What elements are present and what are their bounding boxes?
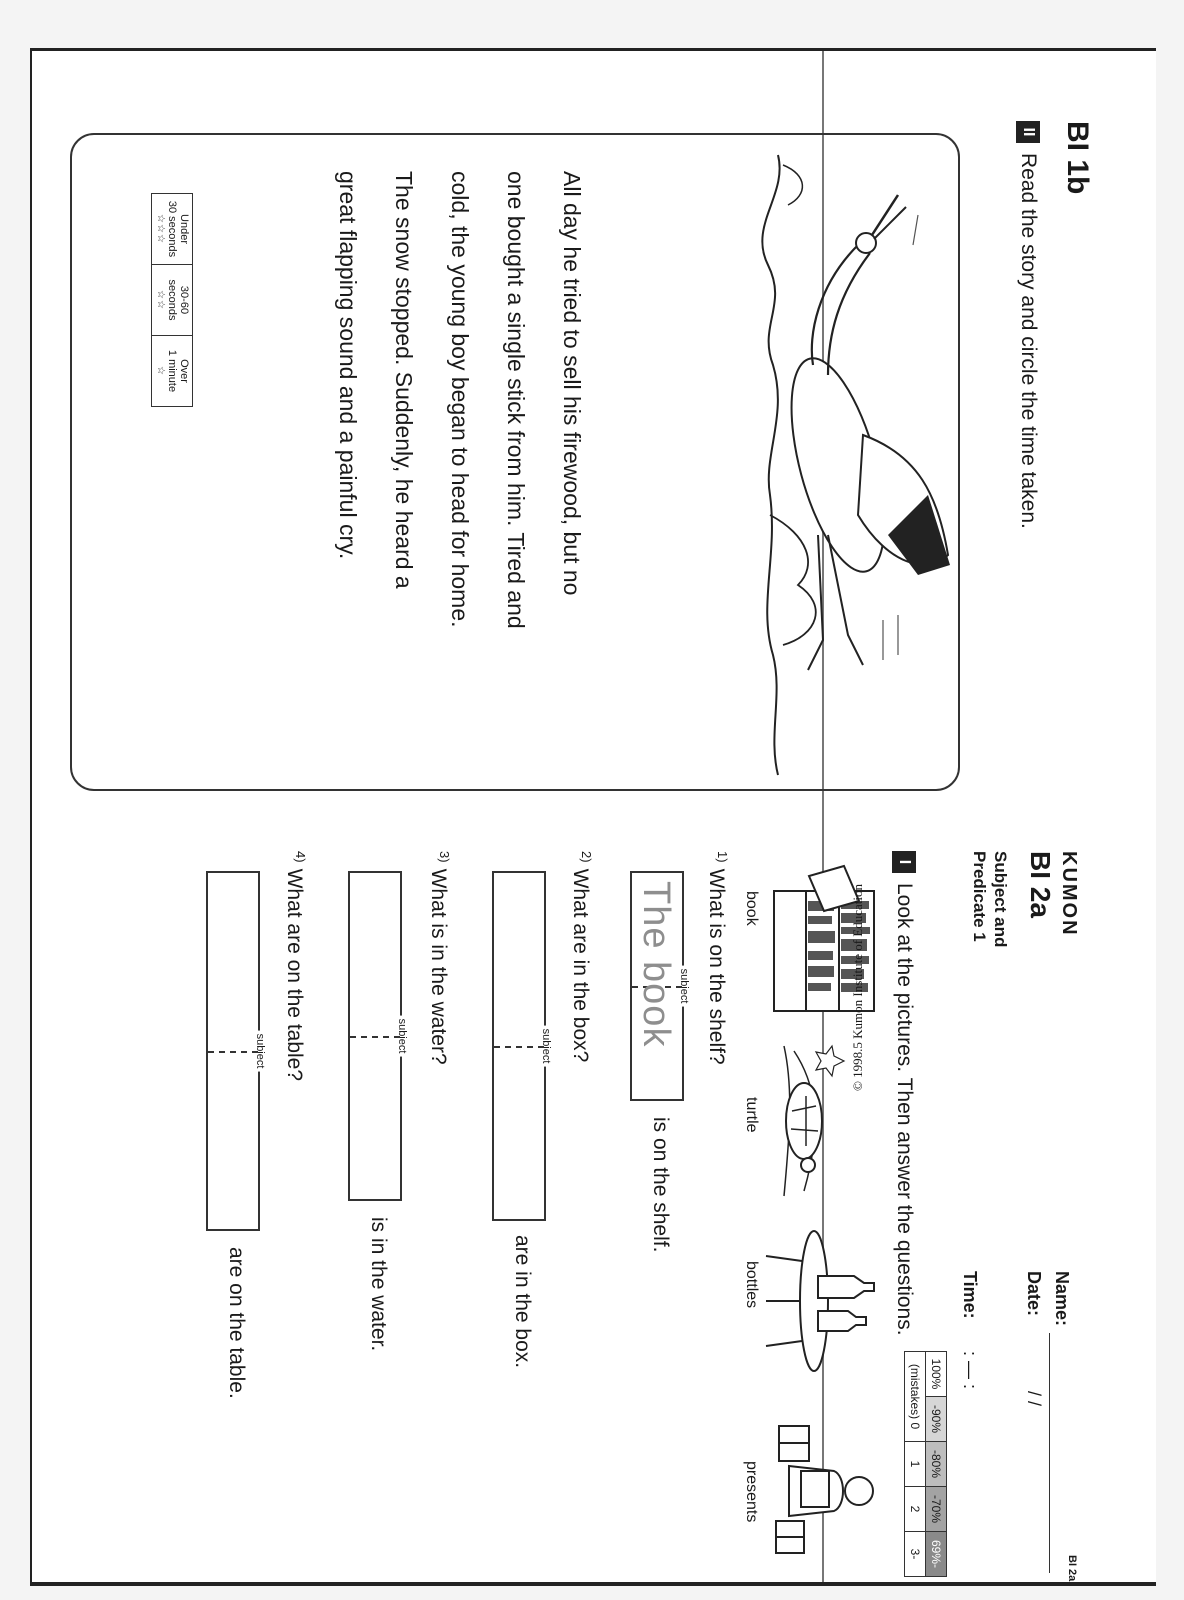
name-field[interactable] — [1049, 1333, 1050, 1573]
right-instruction — [892, 851, 916, 1336]
star-rating: ☆ — [155, 366, 166, 376]
score-mistakes: 2 — [905, 1487, 926, 1532]
time-option-label: 30-60 — [178, 285, 190, 315]
score-mistakes: 1 — [905, 1442, 926, 1487]
picture-label: bottles — [743, 1261, 760, 1309]
time-field[interactable]: : — : — [960, 1351, 980, 1390]
crane-icon — [762, 155, 950, 775]
date-label: Date: — [1024, 1271, 1044, 1317]
time-option-30-60[interactable] — [152, 265, 193, 336]
answer-prefill: The book — [635, 881, 677, 1048]
answer-suffix: are on the table. — [225, 1247, 248, 1399]
time-taken-table — [151, 193, 193, 407]
instruction-number: I — [892, 851, 916, 873]
story-line: All day he tried to sell his firewood, but no — [559, 171, 585, 596]
question-number: 1) — [715, 851, 730, 863]
answer-suffix: is on the shelf. — [649, 1117, 672, 1253]
answer-box-3[interactable] — [348, 871, 408, 1201]
story-line: The snow stopped. Suddenly, he heard a — [391, 171, 417, 589]
time-option-label: 1 minute — [166, 349, 178, 393]
subject-tag: subject — [253, 1031, 267, 1072]
time-option-label: Under — [178, 214, 190, 244]
time-option-over-1-minute[interactable] — [152, 336, 193, 407]
time-option-label: 30 seconds — [166, 200, 178, 258]
answer-divider — [350, 1036, 400, 1038]
copyright: © 1998.5 Kumon Institute of Education — [850, 883, 865, 1091]
story-line: one bought a single stick from him. Tired and — [503, 171, 529, 629]
left-page — [62, 71, 1098, 811]
brand-logo: KUMON — [1058, 851, 1080, 937]
score-header: -70% — [926, 1487, 947, 1532]
question-2 — [568, 851, 594, 1062]
instruction-number: II — [1016, 121, 1040, 143]
score-header: 69%- — [926, 1532, 947, 1577]
question-text: What is in the water? — [427, 868, 450, 1065]
instruction-text: Read the story and circle the time taken. — [1017, 153, 1040, 529]
question-number: 2) — [579, 851, 594, 863]
bookshelf-icon — [764, 861, 884, 1021]
score-header: -90% — [926, 1397, 947, 1442]
picture-label: book — [743, 891, 760, 926]
bottles-icon — [764, 1221, 884, 1381]
left-page-code: BI 1b — [1061, 121, 1094, 195]
time-label: Time: — [960, 1271, 980, 1319]
answer-box-4[interactable] — [206, 871, 266, 1231]
question-number: 3) — [437, 851, 452, 863]
right-page-code: BI 2a — [1025, 851, 1056, 918]
subject-tag: subject — [677, 966, 691, 1007]
question-3 — [426, 851, 452, 1065]
subject-tag: subject — [539, 1026, 553, 1067]
answer-box-2[interactable] — [492, 871, 552, 1221]
answer-box-1[interactable] — [630, 871, 690, 1101]
presents-icon — [764, 1411, 884, 1571]
right-page — [66, 831, 1102, 1591]
answer-divider — [208, 1051, 258, 1053]
picture-label: turtle — [743, 1097, 760, 1133]
star-rating: ☆☆ — [155, 290, 166, 310]
instruction-text: Look at the pictures. Then answer the questions. — [893, 883, 916, 1336]
time-option-label: seconds — [166, 279, 178, 321]
crane-illustration — [598, 135, 958, 793]
turtle-icon — [764, 1041, 884, 1201]
score-header: -80% — [926, 1442, 947, 1487]
lesson-title: Subject and — [991, 851, 1010, 948]
score-header: 100% — [926, 1352, 947, 1397]
name-label: Name: — [1052, 1271, 1072, 1327]
answer-divider — [494, 1046, 544, 1048]
worksheet-paper — [30, 48, 1156, 1586]
score-mistakes: (mistakes) 0 — [905, 1352, 926, 1442]
question-number: 4) — [293, 851, 308, 863]
question-1 — [704, 851, 730, 1065]
copyright-wrap — [828, 811, 865, 1091]
answer-suffix: are in the box. — [511, 1235, 534, 1369]
lesson-title: Predicate 1 — [970, 851, 989, 942]
corner-code: BI 2a — [1066, 1555, 1078, 1582]
question-text: What are on the table? — [283, 868, 306, 1082]
story-line: great flapping sound and a painful cry. — [335, 171, 361, 560]
story-box — [70, 133, 960, 791]
answer-suffix: is in the water. — [367, 1217, 390, 1352]
score-table — [904, 1351, 947, 1577]
question-text: What are in the box? — [569, 868, 592, 1063]
score-mistakes: 3- — [905, 1532, 926, 1577]
picture-label: presents — [743, 1461, 760, 1523]
question-4 — [282, 851, 308, 1081]
date-field[interactable]: / / — [1024, 1391, 1044, 1407]
story-line: cold, the young boy began to head for home. — [447, 171, 473, 628]
subject-tag: subject — [395, 1016, 409, 1057]
time-option-label: Over — [178, 359, 190, 383]
time-option-under-30[interactable] — [152, 194, 193, 265]
star-rating: ☆☆☆ — [155, 214, 166, 244]
question-text: What is on the shelf? — [705, 868, 728, 1065]
left-instruction — [1016, 121, 1040, 529]
